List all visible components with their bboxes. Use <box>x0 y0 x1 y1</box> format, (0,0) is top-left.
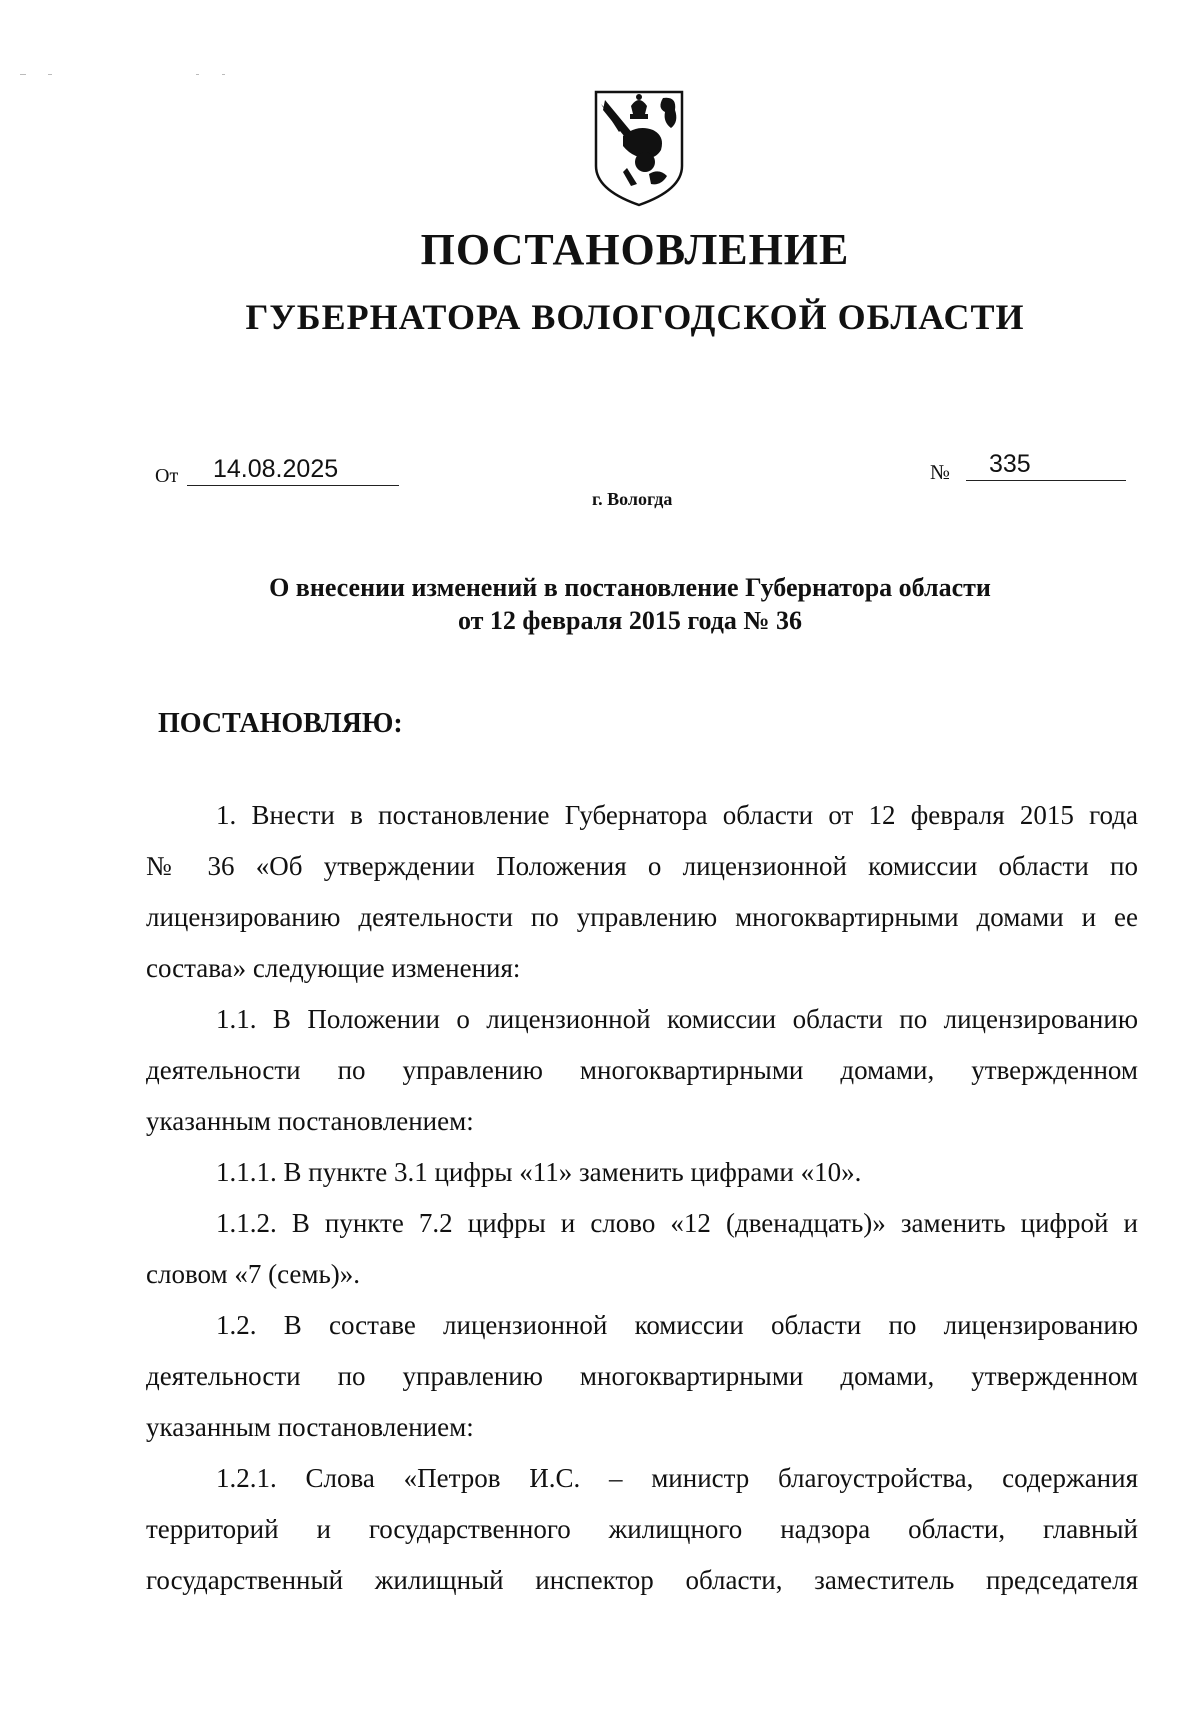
body-line: 1. Внести в постановление Губернатора области от 12 февраля 2015 года <box>216 800 1138 830</box>
body-line: 1.1. В Положении о лицензионной комиссии области по лицензированию <box>216 1004 1138 1034</box>
subject-line: от 12 февраля 2015 года № 36 <box>457 606 803 635</box>
body-line: 1.2. В составе лицензионной комиссии области по лицензированию <box>216 1310 1138 1340</box>
document-title: ПОСТАНОВЛЕНИЕ <box>420 225 850 274</box>
number-label: № <box>930 460 951 484</box>
body-line: указанным постановлением: <box>146 1106 474 1136</box>
body-line: территорий и государственного жилищного надзора области, главный <box>146 1514 1138 1544</box>
scan-artifact <box>20 74 26 75</box>
body-line: указанным постановлением: <box>146 1412 474 1442</box>
decree-heading: ПОСТАНОВЛЯЮ: <box>158 708 403 739</box>
number-field <box>966 450 1126 481</box>
body-line: 1.1.1. В пункте 3.1 цифры «11» заменить цифрами «10». <box>216 1157 862 1187</box>
body-line: № 36 «Об утверждении Положения о лицензионной комиссии области по <box>146 851 1138 881</box>
date-label: От <box>155 465 179 487</box>
body-line: лицензированию деятельности по управлению многоквартирными домами и ее <box>146 902 1138 932</box>
city-label: г. Вологда <box>592 489 673 509</box>
date-field <box>187 455 399 486</box>
body-line: 1.2.1. Слова «Петров И.С. – министр благоустройства, содержания <box>216 1463 1138 1493</box>
document-subtitle: ГУБЕРНАТОРА ВОЛОГОДСКОЙ ОБЛАСТИ <box>245 297 1025 337</box>
body-line: деятельности по управлению многоквартирными домами, утвержденном <box>146 1361 1138 1391</box>
body-line: деятельности по управлению многоквартирными домами, утвержденном <box>146 1055 1138 1085</box>
scan-artifact <box>196 74 199 75</box>
body-line: государственный жилищный инспектор области, заместитель председателя <box>146 1565 1138 1595</box>
date-value: 14.08.2025 <box>213 455 339 483</box>
scan-artifact <box>48 74 52 75</box>
document-subject <box>30 571 1200 637</box>
subject-line: О внесении изменений в постановление Губернатора области <box>269 573 991 602</box>
scan-artifact <box>222 74 225 75</box>
body-line: состава» следующие изменения: <box>146 953 521 983</box>
coat-of-arms-icon <box>593 88 685 208</box>
body-line: словом «7 (семь)». <box>146 1259 361 1289</box>
body-line: 1.1.2. В пункте 7.2 цифры и слово «12 (двенадцать)» заменить цифрой и <box>216 1208 1138 1238</box>
number-value: 335 <box>989 450 1031 478</box>
